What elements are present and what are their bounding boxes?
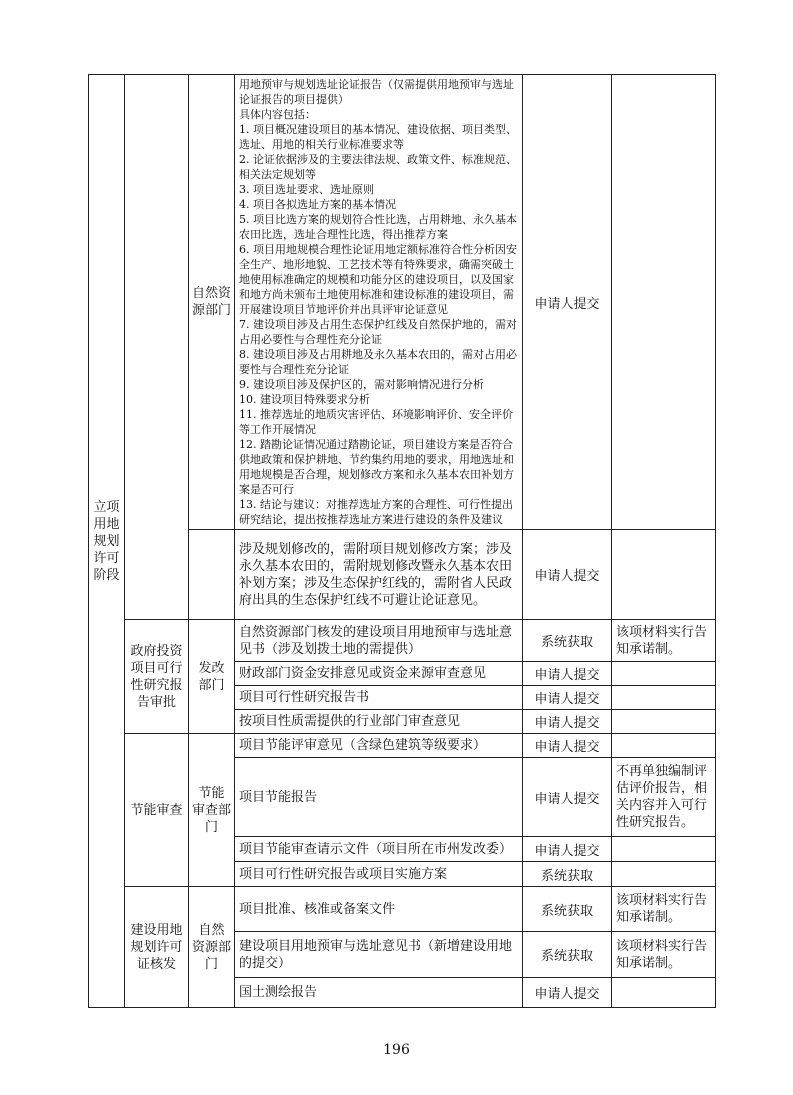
table-row xyxy=(89,75,716,530)
note-cell xyxy=(612,686,716,710)
material-cell: 财政部门资金安排意见或资金来源审查意见 xyxy=(235,662,523,686)
material-cell: 国土测绘报告 xyxy=(235,978,523,1008)
note-cell: 该项材料实行告知承诺制。 xyxy=(612,932,716,978)
dept-cell: 发改 部门 xyxy=(189,620,235,734)
material-cell: 按项目性质需提供的行业部门审查意见 xyxy=(235,710,523,734)
dept-cell-empty xyxy=(189,530,235,620)
source-cell: 系统获取 xyxy=(523,620,612,662)
source-cell: 申请人提交 xyxy=(523,734,612,758)
dept-cell: 自然 资源部 门 xyxy=(189,887,235,1008)
source-cell: 申请人提交 xyxy=(523,978,612,1008)
note-cell xyxy=(612,734,716,758)
process-cell: 建设用地 规划许可 证核发 xyxy=(125,887,189,1008)
source-cell: 申请人提交 xyxy=(523,686,612,710)
material-cell: 自然资源部门核发的建设项目用地预审与选址意见书（涉及划拨土地的需提供） xyxy=(235,620,523,662)
material-cell: 项目批准、核准或备案文件 xyxy=(235,887,523,932)
material-cell: 项目节能审查请示文件（项目所在市州发改委） xyxy=(235,837,523,862)
material-cell: 项目可行性研究报告书 xyxy=(235,686,523,710)
note-cell: 该项材料实行告知承诺制。 xyxy=(612,887,716,932)
dept-cell: 自然资 源部门 xyxy=(189,75,235,530)
source-cell: 系统获取 xyxy=(523,932,612,978)
note-cell xyxy=(612,862,716,887)
source-cell: 申请人提交 xyxy=(523,530,612,620)
page-number: 196 xyxy=(383,1042,410,1058)
source-cell: 申请人提交 xyxy=(523,710,612,734)
source-cell: 系统获取 xyxy=(523,862,612,887)
process-cell: 节能审查 xyxy=(125,734,189,887)
source-cell: 申请人提交 xyxy=(523,837,612,862)
material-cell: 项目节能报告 xyxy=(235,758,523,837)
dept-cell: 节能 审查部 门 xyxy=(189,734,235,887)
material-cell: 建设项目用地预审与选址意见书（新增建设用地的提交） xyxy=(235,932,523,978)
stage-cell: 立项 用地 规划 许可 阶段 xyxy=(89,75,125,1008)
source-cell: 申请人提交 xyxy=(523,758,612,837)
table-row xyxy=(89,620,716,662)
note-cell xyxy=(612,710,716,734)
note-cell xyxy=(612,837,716,862)
source-cell: 系统获取 xyxy=(523,887,612,932)
note-cell xyxy=(612,75,716,530)
table-row xyxy=(89,887,716,932)
requirements-table xyxy=(88,74,716,1008)
process-cell-empty xyxy=(125,75,189,620)
note-cell xyxy=(612,662,716,686)
material-cell: 用地预审与规划选址论证报告（仅需提供用地预审与选址论证报告的项目提供） 具体内容包括： 1. 项目概况建设项目的基本情况、建设依据、项目类型、选址、用地的相关行业标准要求等 2. 论证依据涉及的主要法律法规、政策文件、标准规范、相关法定规划等 3. 项目选址要求、选址原则 4. 项目各拟选址方案的基本情况 5. 项目比选方案的规划符合性比选，占用耕地、永久基本农田比选，选址合理性比选，得出推荐方案 6. 项目用地规模合理性论证用地定额标准符合性分析因安全生产、地形地貌、工艺技术等有特殊要求，确需突破土地使用标准确定的规模和功能分区的建设项目，以及国家和地方尚未颁布土地使用标准和建设标准的建设项目，需开展建设项目节地评价并出具评审论证意见 7. 建设项目涉及占用生态保护红线及自然保护地的，需对占用必要性与合理性充分论证 8. 建设项目涉及占用耕地及永久基本农田的，需对占用必要性与合理性充分论证 9. 建设项目涉及保护区的，需对影响情况进行分析 10. 建设项目特殊要求分析 11. 推荐选址的地质灾害评估、环境影响评价、安全评价等工作开展情况 12. 踏勘论证情况通过踏勘论证，项目建设方案是否符合供地政策和保护耕地、节约集约用地的要求，用地选址和用地规模是否合理，规划修改方案和永久基本农田补划方案是否可行 13. 结论与建议：对推荐选址方案的合理性、可行性提出研究结论，提出按推荐选址方案进行建设的条件及建议 xyxy=(235,75,523,530)
material-cell: 项目节能评审意见（含绿色建筑等级要求） xyxy=(235,734,523,758)
table-row xyxy=(89,734,716,758)
material-cell: 涉及规划修改的，需附项目规划修改方案；涉及永久基本农田的，需附规划修改暨永久基本农田补划方案；涉及生态保护红线的，需附省人民政府出具的生态保护红线不可避让论证意见。 xyxy=(235,530,523,620)
note-cell xyxy=(612,978,716,1008)
source-cell: 申请人提交 xyxy=(523,75,612,530)
material-cell: 项目可行性研究报告或项目实施方案 xyxy=(235,862,523,887)
note-cell: 不再单独编制评估评价报告，相关内容并入可行性研究报告。 xyxy=(612,758,716,837)
note-cell: 该项材料实行告知承诺制。 xyxy=(612,620,716,662)
process-cell: 政府投资 项目可行 性研究报 告审批 xyxy=(125,620,189,734)
source-cell: 申请人提交 xyxy=(523,662,612,686)
note-cell xyxy=(612,530,716,620)
